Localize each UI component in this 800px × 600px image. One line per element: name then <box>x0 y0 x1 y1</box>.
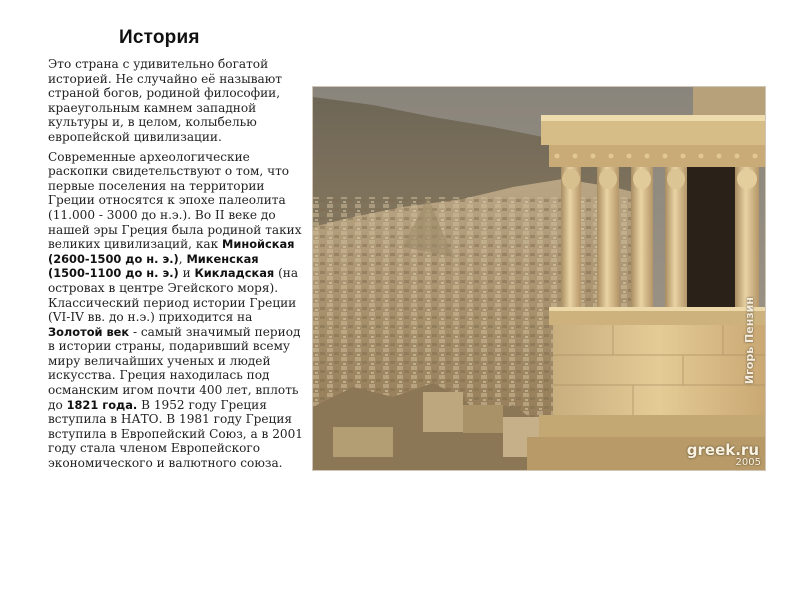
text-run: , <box>178 251 187 266</box>
photo-watermark-site: greek.ru <box>686 441 759 459</box>
photo-watermark-author: Игорь Пензин <box>743 297 756 385</box>
caryatids-illustration <box>313 87 765 470</box>
golden-age: Золотой век <box>48 324 130 339</box>
year-1821: 1821 года. <box>66 397 138 412</box>
acropolis-photo <box>313 87 765 470</box>
text-run: Современные археологические раскопки свидетельствуют о том, что первые поселения на территории Греции относятся к эпохе палеолита (11.000 - 3000 до н.э.). Во II веке до нашей эры Греция была родиной таких великих цивилизаций, как <box>48 149 302 252</box>
minoan-civilization: Минойская (2600-1500 до н. э.) <box>48 237 295 266</box>
text-run: (на островах в центре Эгейского моря). Классический период истории Греции (VI-IV вв. до н.э.) приходится на <box>48 266 299 325</box>
text-run: - самый значимый период в истории страны, подаривший всему миру величайших ученых и людей искусства. Греция находилась под османским игом почти 400 лет, вплоть до <box>48 324 301 412</box>
cycladic-civilization: Кикладская <box>194 266 275 281</box>
text-run: и <box>178 266 195 281</box>
history-text <box>48 57 303 471</box>
mycenaean-civilization: Микенская (1500-1100 до н. э.) <box>48 251 259 281</box>
page-title: История <box>119 27 200 48</box>
paragraph-intro: Это страна с удивительно богатой историей. Не случайно её называют страной богов, родиной философии, краеугольным камнем западной культуры и, в целом, колыбелью европейской цивилизации. <box>48 57 282 144</box>
paragraph-history <box>48 150 303 471</box>
photo-watermark-year: 2005 <box>735 457 761 468</box>
text-run: В 1952 году Греция вступила в НАТО. В 1981 году Греция вступила в Европейский Союз, а в 2001 году стала членом Европейского экономического и валютного союза. <box>48 397 303 471</box>
